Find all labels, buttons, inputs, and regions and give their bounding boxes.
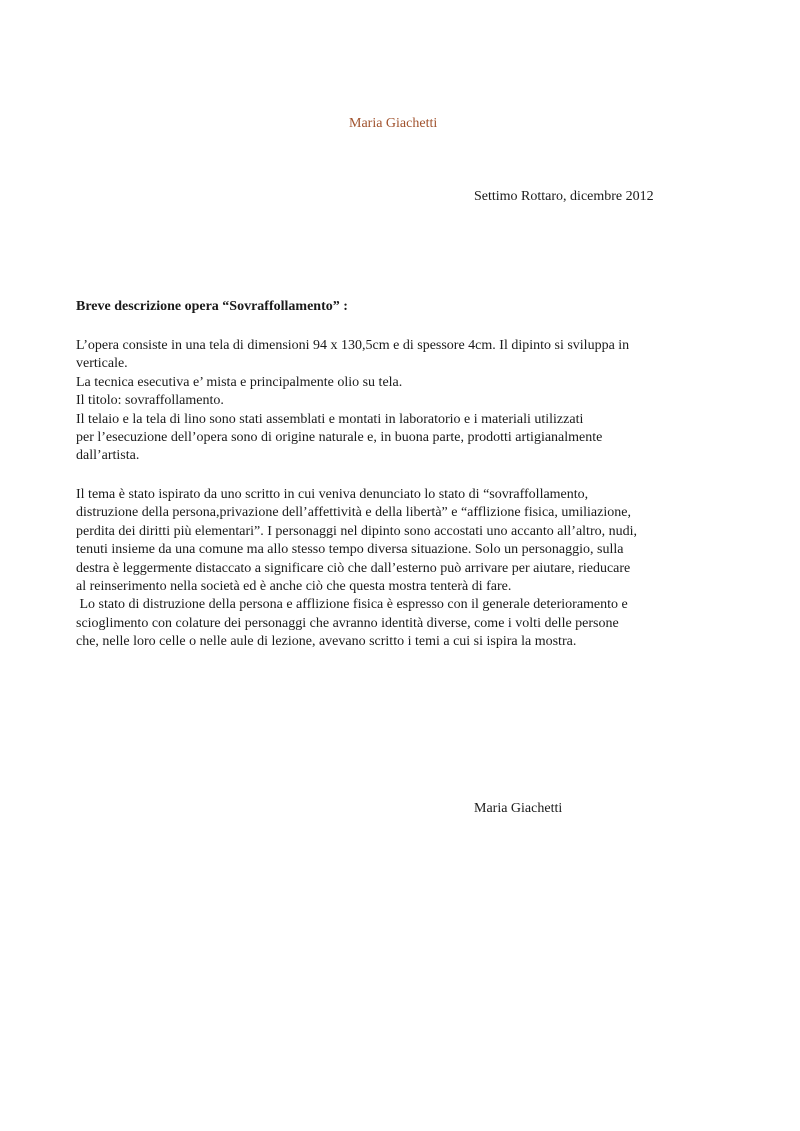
text-line: che, nelle loro celle o nelle aule di lezione, avevano scritto i temi a cui si ispira la mostra. [76,634,577,650]
place-date: Settimo Rottaro, dicembre 2012 [474,189,654,204]
text-line: verticale. [76,356,128,372]
signature-name: Maria Giachetti [474,801,563,816]
text-line: tenuti insieme da una comune ma allo stesso tempo diversa situazione. Solo un personaggio, sulla [76,542,624,558]
paragraph-theme [76,486,637,652]
paragraph-description [76,337,629,466]
text-line: Lo stato di distruzione della persona e afflizione fisica è espresso con il generale deterioramento e [76,597,628,613]
text-line: L’opera consiste in una tela di dimensioni 94 x 130,5cm e di spessore 4cm. Il dipinto si sviluppa in [76,338,630,353]
author-name-header: Maria Giachetti [349,116,438,131]
text-line: destra è leggermente distaccato a significare ciò che dall’esterno può arrivare per aiutare, rieducare [76,560,631,576]
text-line: distruzione della persona,privazione dell’affettività e della libertà” e “afflizione fisica, umiliazione, [76,505,631,521]
text-line: al reinserimento nella società ed è anche ciò che questa mostra tenterà di fare. [76,579,512,595]
text-line: dall’artista. [76,448,140,464]
text-line: perdita dei diritti più elementari”. I personaggi nel dipinto sono accostati uno accanto all’altro, nudi, [76,523,637,539]
text-line: scioglimento con colature dei personaggi che avranno identità diverse, come i volti delle persone [76,615,619,631]
text-line: Il telaio e la tela di lino sono stati assemblati e montati in laboratorio e i materiali utilizzati [76,411,584,427]
document-heading: Breve descrizione opera “Sovraffollamento” : [76,299,348,314]
text-line: per l’esecuzione dell’opera sono di origine naturale e, in buona parte, prodotti artigianalmente [76,430,603,446]
text-line: La tecnica esecutiva e’ mista e principalmente olio su tela. [76,374,403,390]
text-line: Il titolo: sovraffollamento. [76,393,224,409]
text-line: Il tema è stato ispirato da uno scritto in cui veniva denunciato lo stato di “sovraffollamento, [76,487,589,502]
